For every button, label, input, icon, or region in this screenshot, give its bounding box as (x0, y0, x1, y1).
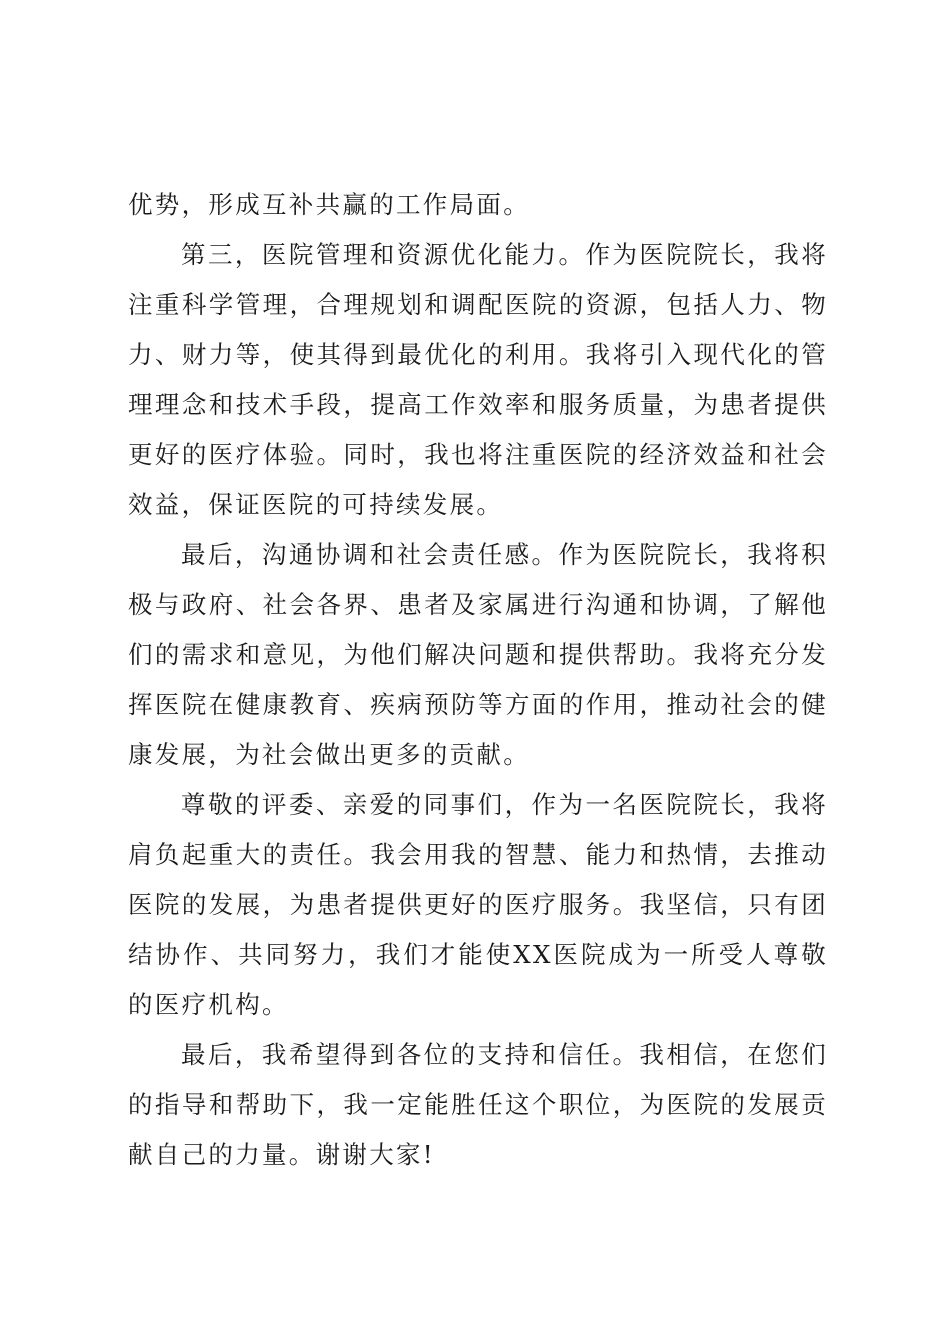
paragraph-commitment: 尊敬的评委、亲爱的同事们，作为一名医院院长，我将肩负起重大的责任。我会用我的智慧、能力和热情，去推动医院的发展，为患者提供更好的医疗服务。我坚信，只有团结协作、共同努力，我们才能使XX医院成为一所受人尊敬的医疗机构。 (128, 790, 828, 1019)
paragraph-continuation: 优势，形成互补共赢的工作局面。 (128, 190, 530, 219)
paragraph-management: 第三，医院管理和资源优化能力。作为医院院长，我将注重科学管理，合理规划和调配医院的资源，包括人力、物力、财力等，使其得到最优化的利用。我将引入现代化的管理理念和技术手段，提高工作效率和服务质量，为患者提供更好的医疗体验。同时，我也将注重医院的经济效益和社会效益，保证医院的可持续发展。 (128, 240, 828, 519)
document-body (128, 180, 828, 1180)
paragraph-communication: 最后，沟通协调和社会责任感。作为医院院长，我将积极与政府、社会各界、患者及家属进行沟通和协调，了解他们的需求和意见，为他们解决问题和提供帮助。我将充分发挥医院在健康教育、疾病预防等方面的作用，推动社会的健康发展，为社会做出更多的贡献。 (128, 540, 828, 769)
paragraph-closing: 最后，我希望得到各位的支持和信任。我相信，在您们的指导和帮助下，我一定能胜任这个职位，为医院的发展贡献自己的力量。谢谢大家! (128, 1040, 828, 1169)
